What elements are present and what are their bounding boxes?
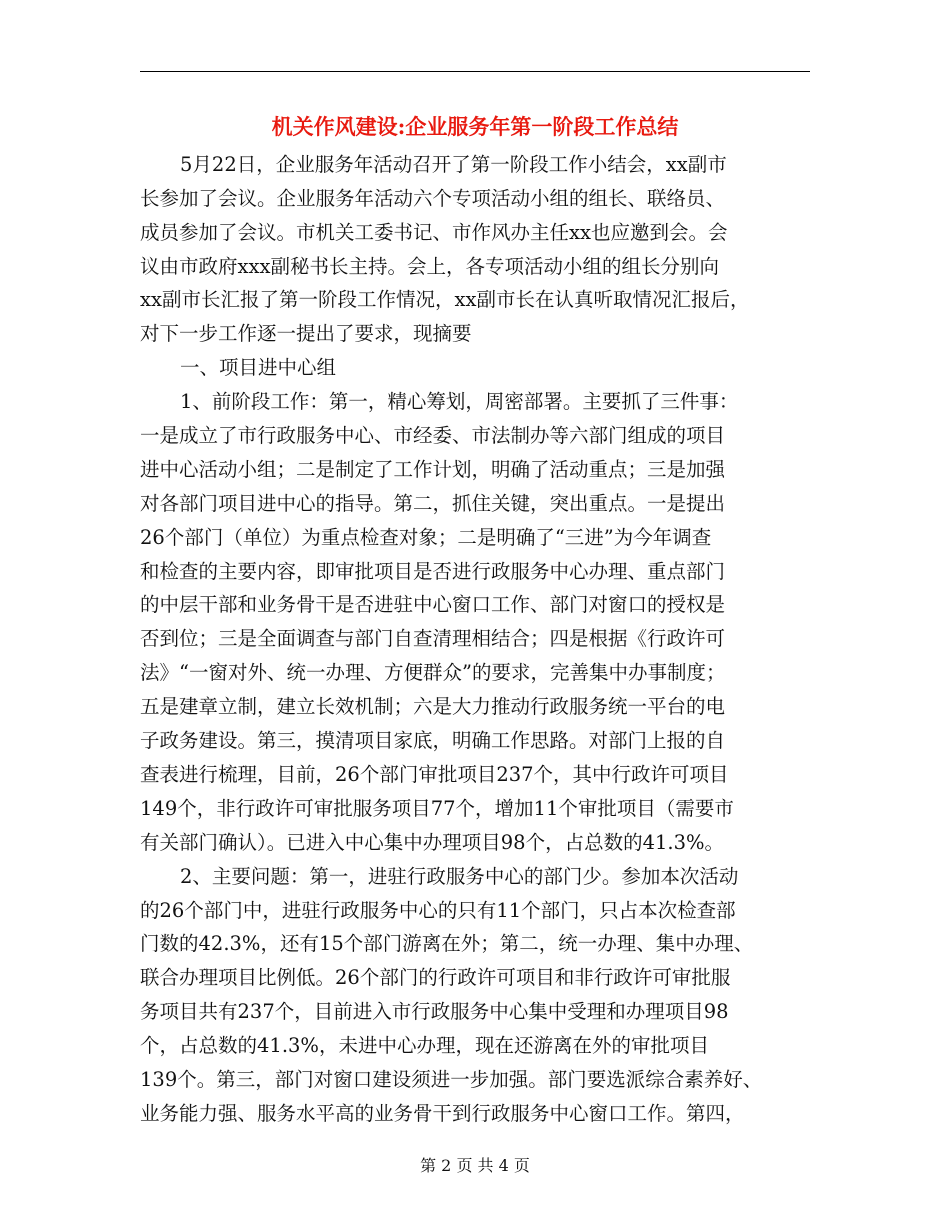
body-line: 的中层干部和业务骨干是否进驻中心窗口工作、部门对窗口的授权是 (140, 593, 726, 616)
document-title: 机关作风建设:企业服务年第一阶段工作总结 (271, 114, 679, 139)
body-line: 149个，非行政许可审批服务项目77个，增加11个审批项目（需要市 (140, 797, 734, 820)
body-line: 有关部门确认）。已进入中心集中办理项目98个，占总数的41.3%。 (140, 831, 725, 854)
body-line: 5月22日，企业服务年活动召开了第一阶段工作小结会，xx副市 (180, 153, 727, 176)
body-line: 法》“一窗对外、统一办理、方便群众”的要求，完善集中办事制度； (140, 661, 726, 684)
body-line: 139个。第三，部门对窗口建设须进一步加强。部门要选派综合素养好、 (140, 1068, 763, 1091)
body-line: xx副市长汇报了第一阶段工作情况，xx副市长在认真听取情况汇报后， (140, 288, 750, 311)
body-line: 子政务建设。第三，摸清项目家底，明确工作思路。对部门上报的自 (140, 729, 726, 752)
body-line: 成员参加了会议。市机关工委书记、市作风办主任xx也应邀到会。会 (140, 221, 728, 244)
body-line: 2、主要问题：第一，进驻行政服务中心的部门少。参加本次活动 (180, 865, 739, 888)
body-line: 五是建章立制，建立长效机制；六是大力推动行政服务统一平台的电 (140, 695, 726, 718)
body-line: 26个部门（单位）为重点检查对象；二是明确了“三进”为今年调查 (140, 526, 712, 549)
body-line: 对各部门项目进中心的指导。第二，抓住关键，突出重点。一是提出 (140, 492, 726, 515)
body-line: 务项目共有237个，目前进入市行政服务中心集中受理和办理项目98 (140, 1000, 729, 1023)
body-line: 联合办理项目比例低。26个部门的行政许可项目和非行政许可审批服 (140, 966, 731, 989)
body-line: 和检查的主要内容，即审批项目是否进行政服务中心办理、重点部门 (140, 560, 726, 583)
body-line: 长参加了会议。企业服务年活动六个专项活动小组的组长、联络员、 (140, 187, 726, 210)
body-line: 的26个部门中，进驻行政服务中心的只有11个部门，只占本次检查部 (140, 899, 736, 922)
body-line: 对下一步工作逐一提出了要求，现摘要 (140, 322, 472, 345)
body-line: 业务能力强、服务水平高的业务骨干到行政服务中心窗口工作。第四， (140, 1102, 745, 1125)
section-heading: 一、项目进中心组 (180, 356, 337, 379)
body-line: 个，占总数的41.3%，未进中心办理，现在还游离在外的审批项目 (140, 1034, 709, 1057)
page-number-footer: 第 2 页 共 4 页 (420, 1156, 530, 1175)
body-line: 进中心活动小组；二是制定了工作计划，明确了活动重点；三是加强 (140, 458, 726, 481)
body-line: 一是成立了市行政服务中心、市经委、市法制办等六部门组成的项目 (140, 424, 726, 447)
body-line: 查表进行梳理，目前，26个部门审批项目237个，其中行政许可项目 (140, 763, 729, 786)
body-line: 议由市政府xxx副秘书长主持。会上，各专项活动小组的组长分别向 (140, 255, 719, 278)
body-line: 门数的42.3%，还有15个部门游离在外；第二，统一办理、集中办理、 (140, 932, 754, 955)
body-line: 1、前阶段工作：第一，精心筹划，周密部署。主要抓了三件事： (180, 390, 739, 413)
header-rule (140, 71, 810, 72)
body-line: 否到位；三是全面调查与部门自查清理相结合；四是根据《行政许可 (140, 627, 726, 650)
